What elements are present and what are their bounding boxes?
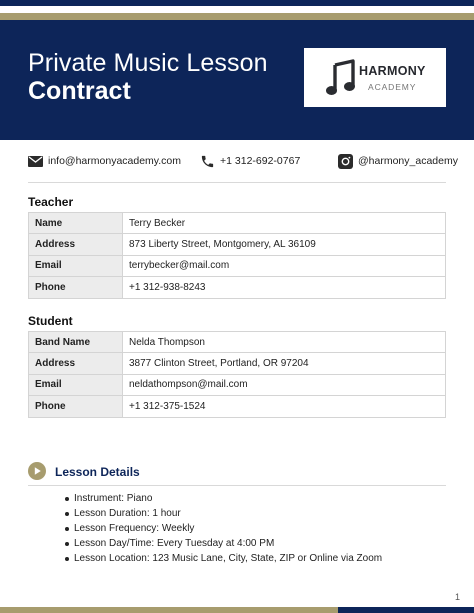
row-label: Email xyxy=(29,255,123,276)
envelope-icon xyxy=(28,156,43,167)
row-value: Terry Becker xyxy=(123,213,446,234)
row-value: +1 312-938-8243 xyxy=(123,277,446,298)
lesson-details-list xyxy=(74,491,382,566)
footer-stripe-navy xyxy=(338,607,474,613)
row-value: 873 Liberty Street, Montgomery, AL 36109 xyxy=(123,234,446,255)
instagram-icon xyxy=(338,154,353,169)
table-row xyxy=(29,213,446,234)
contact-email-text: info@harmonyacademy.com xyxy=(48,155,182,167)
row-value: Nelda Thompson xyxy=(123,332,446,353)
divider xyxy=(28,182,446,183)
table-row xyxy=(29,374,446,395)
list-item: Instrument: Piano xyxy=(74,491,382,506)
row-label: Address xyxy=(29,234,123,255)
row-value: 3877 Clinton Street, Portland, OR 97204 xyxy=(123,353,446,374)
student-heading: Student xyxy=(28,314,73,328)
contact-social-text: @harmony_academy xyxy=(358,155,458,167)
table-row xyxy=(29,332,446,353)
music-note-icon xyxy=(326,59,356,97)
table-row xyxy=(29,353,446,374)
lesson-details-heading: Lesson Details xyxy=(55,465,140,479)
row-label: Phone xyxy=(29,396,123,417)
footer-stripe-gold xyxy=(0,607,338,613)
row-label: Address xyxy=(29,353,123,374)
table-row xyxy=(29,234,446,255)
table-row xyxy=(29,396,446,417)
row-value: neldathompson@mail.com xyxy=(123,374,446,395)
top-stripe-gold xyxy=(0,13,474,20)
teacher-table xyxy=(28,212,446,299)
contact-phone-text: +1 312-692-0767 xyxy=(220,155,301,167)
row-value: +1 312-375-1524 xyxy=(123,396,446,417)
teacher-heading: Teacher xyxy=(28,195,74,209)
logo-name: HARMONY xyxy=(359,64,426,78)
row-label: Email xyxy=(29,374,123,395)
logo-subtitle: ACADEMY xyxy=(368,82,417,92)
contact-social[interactable] xyxy=(338,152,458,170)
top-stripe-white xyxy=(0,6,474,13)
list-item: Lesson Day/Time: Every Tuesday at 4:00 PM xyxy=(74,536,382,551)
lesson-divider xyxy=(28,485,446,486)
student-table xyxy=(28,331,446,418)
row-label: Phone xyxy=(29,277,123,298)
row-label: Name xyxy=(29,213,123,234)
page-title-line2: Contract xyxy=(28,77,131,105)
list-item: Lesson Duration: 1 hour xyxy=(74,506,382,521)
table-row xyxy=(29,255,446,276)
page-number: 1 xyxy=(455,592,461,602)
contact-phone[interactable] xyxy=(200,152,300,170)
play-circle-icon xyxy=(28,462,46,480)
list-item: Lesson Frequency: Weekly xyxy=(74,521,382,536)
list-item: Lesson Location: 123 Music Lane, City, State, ZIP or Online via Zoom xyxy=(74,553,383,564)
table-row xyxy=(29,277,446,298)
page-title-line1: Private Music Lesson xyxy=(28,49,268,77)
contact-email[interactable] xyxy=(28,152,181,170)
row-label: Band Name xyxy=(29,332,123,353)
phone-icon xyxy=(200,154,215,169)
row-value: terrybecker@mail.com xyxy=(123,255,446,276)
header-banner xyxy=(0,20,474,140)
logo xyxy=(304,48,446,107)
